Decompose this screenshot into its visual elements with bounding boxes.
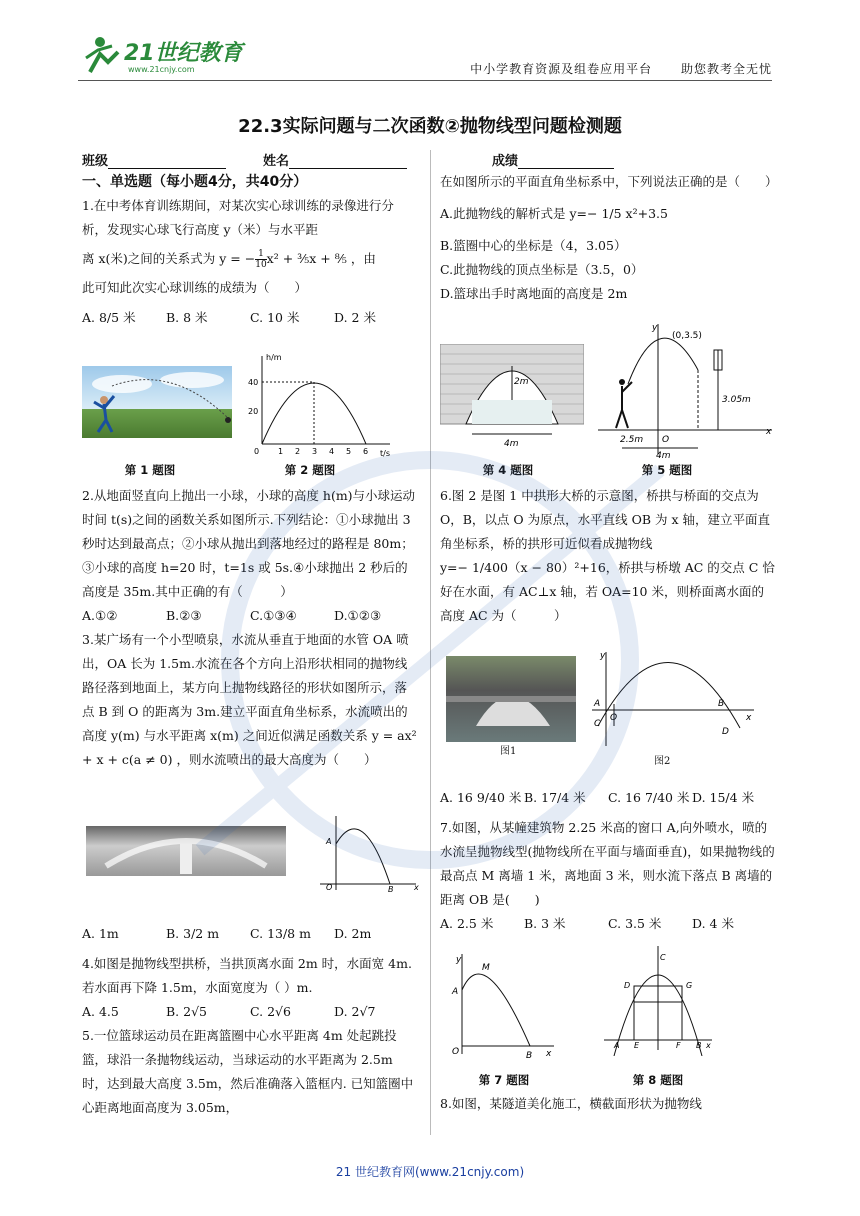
q5-option-a[interactable]: A.此抛物线的解析式是 y=− 1/5 x²+3.5 xyxy=(440,206,668,221)
q7-text: 7.如图，从某幢建筑物 2.25 米高的窗口 A,向外喷水，喷的水流呈抛物线型(抛物线所在平面与墙面垂直)，如果抛物线的最高点 M 离墙 1 米，离地面 3 米，则水流下落点 B 离墙的距离 OB 是( ) xyxy=(440,820,775,907)
q2-option-c[interactable]: C.①③④ xyxy=(250,608,297,623)
fig7-A: A xyxy=(452,987,459,997)
q6-7-block xyxy=(440,786,776,936)
fig6-D: D xyxy=(722,727,729,737)
fig5-y: y xyxy=(652,323,658,333)
score-blank[interactable] xyxy=(518,156,614,169)
fig6-A: A xyxy=(594,699,601,709)
fig6-C: C xyxy=(594,719,601,729)
logo-text: 21世纪教育 xyxy=(124,41,243,66)
fig6-label-1: 图1 xyxy=(500,746,517,757)
fig4-4m: 4m xyxy=(504,439,519,449)
fig8-caption: 第 8 题图 xyxy=(632,1073,684,1087)
fig8-D: D xyxy=(624,981,631,990)
fig6-label-2: 图2 xyxy=(654,756,671,767)
q8-text: 8.如图，某隧道美化施工，横截面形状为抛物线 xyxy=(440,1096,702,1111)
score-label: 成绩 xyxy=(492,154,519,169)
left-column xyxy=(82,170,418,330)
fig8-graph xyxy=(600,944,716,1056)
q5-option-c[interactable]: C.此抛物线的顶点坐标是（3.5，0） xyxy=(440,262,644,277)
right-column-top xyxy=(440,170,776,306)
fig5-O: O xyxy=(662,435,670,445)
fig8-x: x xyxy=(706,1041,711,1050)
q5-option-d[interactable]: D.篮球出手时离地面的高度是 2m xyxy=(440,286,628,301)
q6-text-1: 6.图 2 是图 1 中拱形大桥的示意图，桥拱与桥面的交点为 O，B，以点 O 为原点，水平直线 OB 为 x 轴，建立平面直角坐标系，桥的拱形可近似看成抛物线 xyxy=(440,488,771,551)
fig8-F: F xyxy=(676,1041,681,1050)
fig2-t6: 6 xyxy=(363,447,369,456)
fig6-x: x xyxy=(746,713,752,723)
header-slogan: 中小学教育资源及组卷应用平台 助您教考全无忧 xyxy=(470,62,772,76)
class-blank[interactable] xyxy=(108,156,226,169)
fig4-bridge xyxy=(440,344,584,456)
fig5-x: x xyxy=(766,427,772,437)
q6-option-a[interactable]: A. 16 9/40 米 xyxy=(440,790,522,805)
site-logo xyxy=(78,32,248,76)
fig2-20: 20 xyxy=(248,407,259,416)
fig7-M: M xyxy=(482,963,490,973)
q7-option-c[interactable]: C. 3.5 米 xyxy=(608,916,662,931)
fig7-caption: 第 7 题图 xyxy=(478,1073,530,1087)
q2-option-b[interactable]: B.②③ xyxy=(166,608,202,623)
q1-text-1: 1.在中考体育训练期间，对某次实心球训练的录像进行分析，发现实心球飞行高度 y（米）与水平距 xyxy=(82,198,394,237)
q6-options xyxy=(440,786,776,810)
q4-option-d[interactable]: D. 2√7 xyxy=(334,1004,376,1019)
fig3-x: x xyxy=(414,883,419,892)
name-blank[interactable] xyxy=(289,156,407,169)
q6-option-b[interactable]: B. 17/4 米 xyxy=(524,790,586,805)
fig5-25: 2.5m xyxy=(620,435,644,445)
q2-options xyxy=(82,604,418,628)
q7-option-a[interactable]: A. 2.5 米 xyxy=(440,916,494,931)
q2-text: 2.从地面竖直向上抛出一小球，小球的高度 h(m)与小球运动时间 t(s)之间的函数关系如图所示.下列结论：①小球抛出 3 秒时达到最高点；②小球从抛出到落地经过的路程是 80m；③小球的高度 h=20 时，t=1s 或 5s.④小球抛出 2 秒后的高度是 35m.其中正确的有（ ） xyxy=(82,488,416,599)
fig6-graph xyxy=(588,648,760,748)
q4-option-c[interactable]: C. 2√6 xyxy=(250,1004,291,1019)
q4-option-a[interactable]: A. 4.5 xyxy=(82,1004,119,1019)
fig8-G: G xyxy=(686,981,693,990)
q3-option-d[interactable]: D. 2m xyxy=(334,926,372,941)
fig2-caption: 第 2 题图 xyxy=(284,463,336,477)
q4-options xyxy=(82,1000,418,1024)
q2-option-a[interactable]: A.①② xyxy=(82,608,118,623)
fig5-point: (0,3.5) xyxy=(672,331,702,341)
fig7-x: x xyxy=(546,1049,552,1059)
q7-option-d[interactable]: D. 4 米 xyxy=(692,916,734,931)
q5-option-b[interactable]: B.篮圈中心的坐标是（4，3.05） xyxy=(440,238,627,253)
q2-block xyxy=(82,484,418,772)
q3-options xyxy=(82,922,418,946)
q1-text-3: 此可知此次实心球训练的成绩为（ ） xyxy=(82,280,308,295)
fig3-B: B xyxy=(388,885,394,894)
q1-option-d[interactable]: D. 2 米 xyxy=(334,310,376,325)
fig4-caption: 第 4 题图 xyxy=(482,463,534,477)
fig2-t5: 5 xyxy=(346,447,352,456)
fig2-t3: 3 xyxy=(312,447,318,456)
fig7-O: O xyxy=(452,1047,460,1057)
class-field[interactable] xyxy=(82,150,226,169)
fig5-caption: 第 5 题图 xyxy=(641,463,693,477)
fig2-t2: 2 xyxy=(295,447,301,456)
q4-text: 4.如图是抛物线型拱桥，当拱顶离水面 2m 时，水面宽 4m.若水面再下降 1.5m，水面宽度为（ ）m. xyxy=(82,956,412,995)
q1-option-c[interactable]: C. 10 米 xyxy=(250,310,300,325)
header-rule xyxy=(78,80,772,81)
fig4-2m: 2m xyxy=(514,377,529,387)
fig2-0: 0 xyxy=(254,447,260,456)
fig6-O: O xyxy=(610,713,618,723)
q6-option-c[interactable]: C. 16 7/40 米 xyxy=(608,790,690,805)
q1-option-b[interactable]: B. 8 米 xyxy=(166,310,208,325)
section-heading: 一、单选题（每小题4分，共40分） xyxy=(82,174,308,190)
fig8-A: A xyxy=(614,1041,620,1050)
fig2-ts: t/s xyxy=(380,449,390,458)
fig2-graph xyxy=(248,352,398,462)
fig6-photo xyxy=(446,656,576,742)
fig7-y: y xyxy=(456,955,462,965)
fig3-O: O xyxy=(326,883,333,892)
name-label: 姓名 xyxy=(263,154,290,169)
q3-option-a[interactable]: A. 1m xyxy=(82,926,119,941)
column-divider xyxy=(430,150,431,1135)
q6-text-2: y=− 1/400（x − 80）²+16，桥拱与桥墩 AC 的交点 C 恰好在水面，有 AC⊥x 轴，若 OA=10 米，则桥面离水面的高度 AC 为（ ） xyxy=(440,560,775,623)
fig1-photo xyxy=(82,366,232,438)
fig8-E: E xyxy=(634,1041,640,1050)
q7-option-b[interactable]: B. 3 米 xyxy=(524,916,566,931)
fig1-caption: 第 1 题图 xyxy=(124,463,176,477)
fig8-C: C xyxy=(660,953,666,962)
fig6-y: y xyxy=(600,651,606,661)
q2-option-d[interactable]: D.①②③ xyxy=(334,608,382,623)
fig5-305: 3.05m xyxy=(722,395,751,405)
q5-text: 5.一位篮球运动员在距离篮圈中心水平距离 4m 处起跳投篮，球沿一条抛物线运动，当球运动的水平距离为 2.5m 时，达到最大高度 3.5m，然后准确落入篮框内. 已知篮圈中心距离地面高度为 3.05m， xyxy=(82,1028,414,1115)
fig3-graph xyxy=(316,814,422,894)
q1-option-a[interactable]: A. 8/5 米 xyxy=(82,310,136,325)
fig5-basketball xyxy=(598,320,776,460)
fig2-t1: 1 xyxy=(278,447,284,456)
q3-option-b[interactable]: B. 3/2 m xyxy=(166,926,220,941)
fig2-hm: h/m xyxy=(266,353,282,362)
class-label: 班级 xyxy=(82,154,109,169)
q1-formula-tail: x² + ³⁄₅x + ⁸⁄₅ ，由 xyxy=(266,251,376,266)
logo-url: www.21cnjy.com xyxy=(128,65,195,74)
q1-text-2 xyxy=(82,242,418,276)
q5-cont: 在如图所示的平面直角坐标系中，下列说法正确的是（ ） xyxy=(440,174,778,189)
footer-link[interactable]: 21 世纪教育网(www.21cnjy.com) xyxy=(335,1165,525,1179)
score-field[interactable] xyxy=(492,150,614,169)
q3-text: 3.某广场有一个小型喷泉，水流从垂直于地面的水管 OA 喷出，OA 长为 1.5m.水流在各个方向上沿形状相同的抛物线路径落到地面上，某方向上抛物线路径的形状如图所示，落点 B 到 O 的距离为 3m.建立平面直角坐标系，水流喷出的高度 y(m) 与水平距离 x(m) 之间近似满足函数关系 y = ax² + x + c(a ≠ 0) ，则水流喷出的最大高度为（ ） xyxy=(82,632,417,767)
fig3-A: A xyxy=(326,837,332,846)
fig8-B: B xyxy=(696,1041,702,1050)
q4-option-b[interactable]: B. 2√5 xyxy=(166,1004,208,1019)
name-field[interactable] xyxy=(263,150,407,169)
q3-option-c[interactable]: C. 13/8 m xyxy=(250,926,311,941)
q7-options xyxy=(440,912,776,936)
fig2-40: 40 xyxy=(248,378,259,387)
q1-text-2a: 离 x(米)之间的关系式为 y = − xyxy=(82,251,256,266)
q1-options xyxy=(82,306,418,330)
q6-option-d[interactable]: D. 15/4 米 xyxy=(692,790,755,805)
fig3-photo xyxy=(86,826,286,876)
q6-block xyxy=(440,484,776,628)
fig2-t4: 4 xyxy=(329,447,335,456)
page-title: 22.3实际问题与二次函数②抛物线型问题检测题 xyxy=(238,116,622,137)
fig5-4m: 4m xyxy=(656,451,671,460)
q1-fraction: 1 10 xyxy=(255,249,267,270)
q3-4-5-block xyxy=(82,922,418,1120)
fig6-B: B xyxy=(718,699,725,709)
fig7-graph xyxy=(448,950,558,1060)
q8-block xyxy=(440,1092,776,1116)
fig7-B: B xyxy=(526,1051,533,1060)
